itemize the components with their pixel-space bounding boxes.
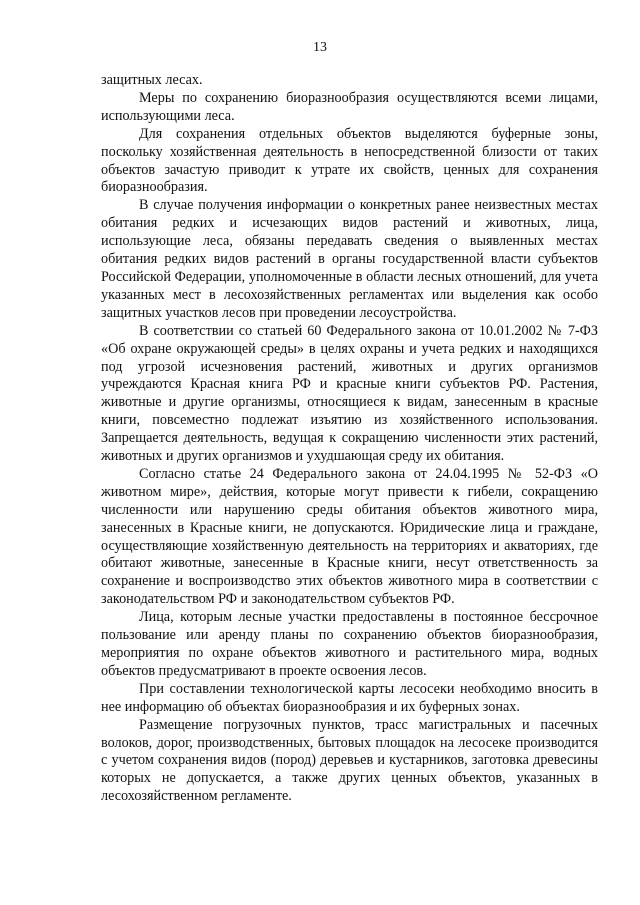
document-body — [101, 72, 598, 806]
paragraph-5: В соответствии со статьей 60 Федерального закона от 10.01.2002 № 7-ФЗ «Об охране окружающей среды» в целях охраны и учета редких и находящихся под угрозой исчезновения растений, животных и других организмов учреждаются Красная книга РФ и красные книги субъектов РФ. Растения, животные и другие организмы, относящиеся к видам, занесенным в красные книги, повсеместно подлежат изъятию из хозяйственного использования. Запрещается деятельность, ведущая к сокращению численности этих растений, животных и других организмов и ухудшающая среду их обитания. — [101, 322, 598, 465]
paragraph-3: Для сохранения отдельных объектов выделяются буферные зоны, поскольку хозяйственная деятельность в непосредственной близости от таких объектов зачастую приводит к утрате их свойств, ценных для сохранения биоразнообразия. — [101, 125, 598, 196]
paragraph-1: защитных лесах. — [101, 72, 203, 88]
paragraph-4: В случае получения информации о конкретных ранее неизвестных местах обитания редких и исчезающих видов растений и животных, лица, использующие леса, обязаны передавать сведения о выявленных местах обитания редких видов растений в органы государственной власти субъектов Российской Федерации, уполномоченные в области лесных отношений, для учета указанных мест в лесохозяйственных регламентах или выделения как особо защитных участков лесов при проведении лесоустройства. — [101, 197, 598, 321]
page-number: 13 — [313, 40, 327, 55]
paragraph-2: Меры по сохранению биоразнообразия осуществляются всеми лицами, использующими леса. — [101, 89, 598, 124]
paragraph-6: Согласно статье 24 Федерального закона от 24.04.1995 № 52-ФЗ «О животном мире», действия, которые могут привести к гибели, сокращению численности или нарушению среды обитания объектов животного мира, занесенных в Красные книги, не допускаются. Юридические лица и граждане, осуществляющие хозяйственную деятельность на территориях и акваториях, где обитают животные, занесенные в Красные книги, несут ответственность за сохранение и воспроизводство этих объектов животного мира в соответствии с законодательством РФ и законодательством субъектов РФ. — [101, 465, 598, 608]
paragraph-7: Лица, которым лесные участки предоставлены в постоянное бессрочное пользование или аренду планы по сохранению объектов биоразнообразия, мероприятия по охране объектов животного и растительного мира, водных объектов предусматривают в проекте освоения лесов. — [101, 609, 598, 679]
paragraph-8: При составлении технологической карты лесосеки необходимо вносить в нее информацию об объектах биоразнообразия и их буферных зонах. — [101, 680, 598, 715]
paragraph-9: Размещение погрузочных пунктов, трасс магистральных и пасечных волоков, дорог, производственных, бытовых площадок на лесосеке производится с учетом сохранения видов (пород) деревьев и кустарников, заготовка древесины которых не допускается, а также других ценных объектов, указанных в лесохозяйственном регламенте. — [101, 716, 598, 805]
